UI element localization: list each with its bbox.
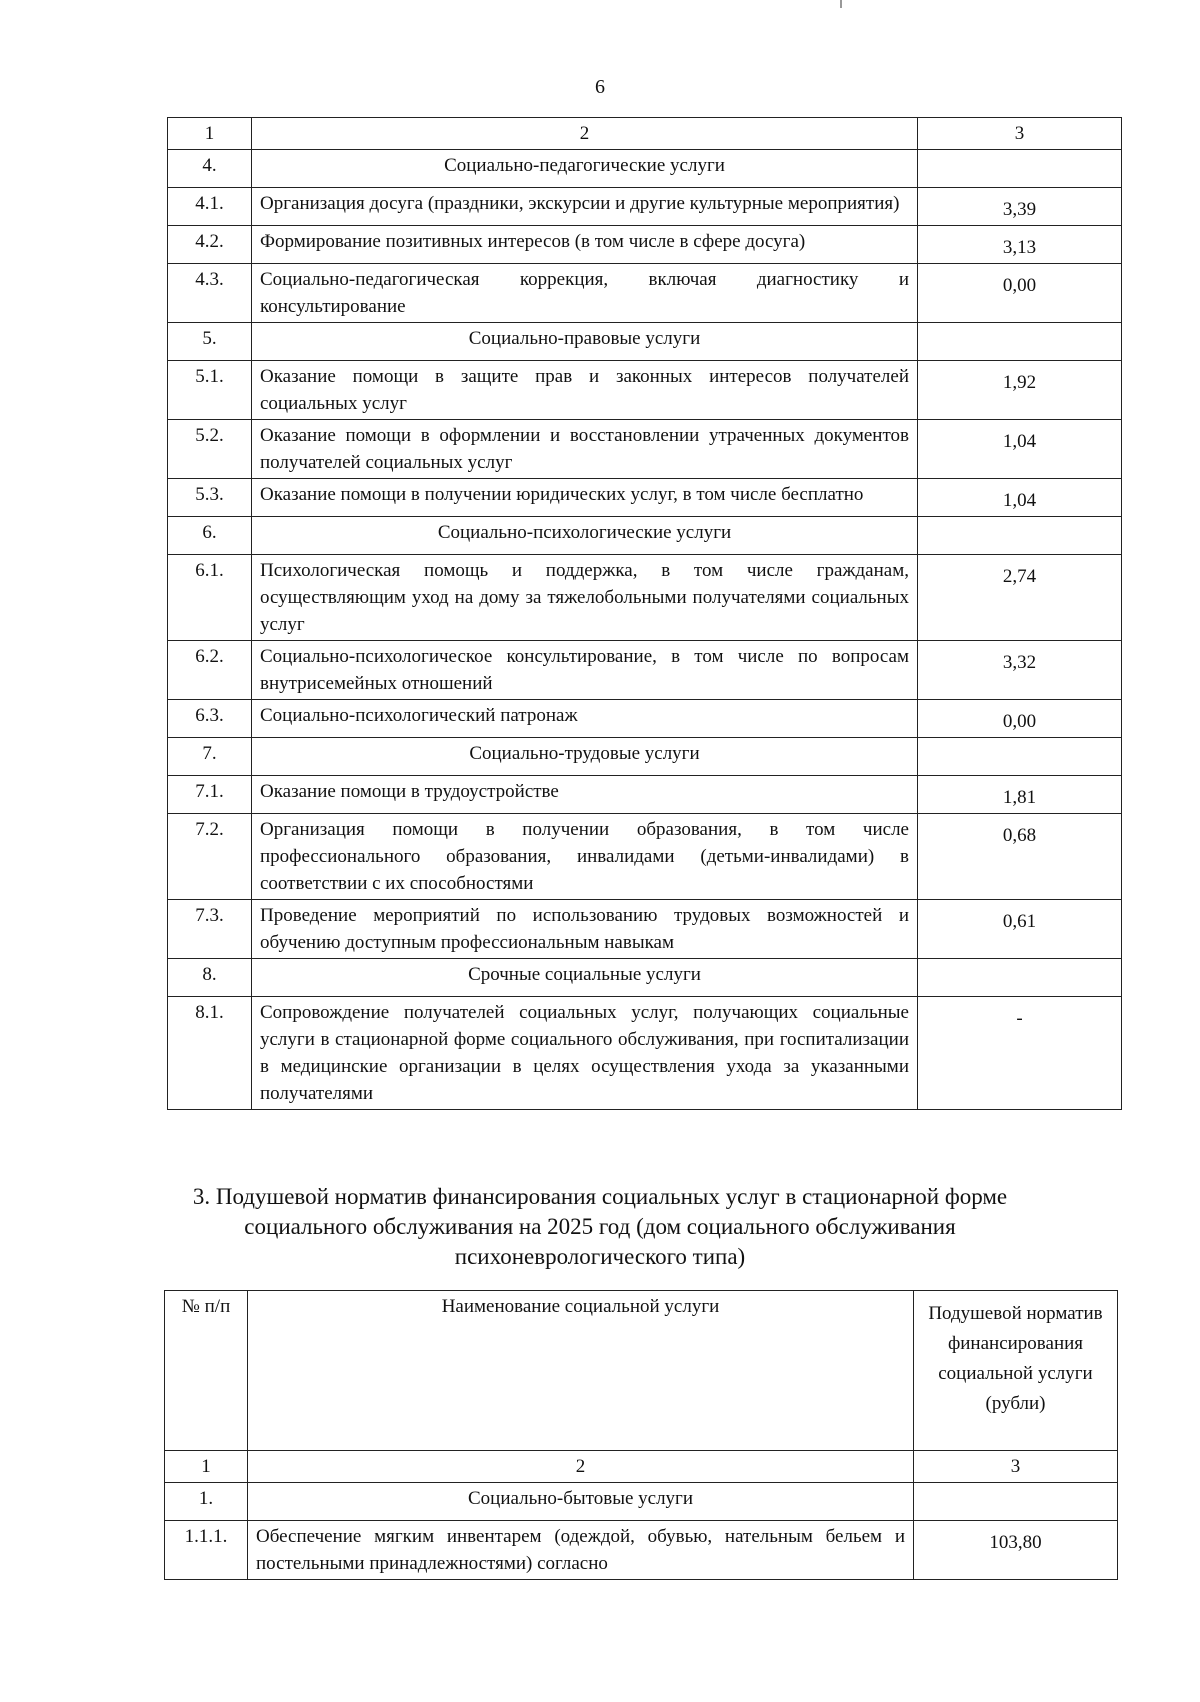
standard-value: 1,04 [918,420,1122,479]
standard-value: 0,00 [918,700,1122,738]
section-title: Срочные социальные услуги [252,959,918,997]
column-number-row [168,118,1122,150]
standard-value: 1,81 [918,776,1122,814]
service-row [168,226,1122,264]
standard-value: 3,32 [918,641,1122,700]
section-row [168,738,1122,776]
row-number: 1.1.1. [165,1521,248,1580]
row-number: 8.1. [168,997,252,1110]
row-number: 4.2. [168,226,252,264]
section-row [168,150,1122,188]
service-name: Оказание помощи в оформлении и восстановлении утраченных документов получателей социальных услуг [252,420,918,479]
row-number: 7. [168,738,252,776]
service-name: Оказание помощи в трудоустройстве [252,776,918,814]
row-number: 5. [168,323,252,361]
standard-value [918,517,1122,555]
service-name: Психологическая помощь и поддержка, в том числе гражданам, осуществляющим уход на дому за тяжелобольными получателями социальных услуг [252,555,918,641]
row-number: 6. [168,517,252,555]
service-name: Формирование позитивных интересов (в том числе в сфере досуга) [252,226,918,264]
standard-value: 0,68 [918,814,1122,900]
per-capita-standards-table [164,1290,1118,1580]
row-number: 4.3. [168,264,252,323]
section-row [165,1483,1118,1521]
service-row [168,997,1122,1110]
service-name: Сопровождение получателей социальных услуг, получающих социальные услуги в стационарной форме социального обслуживания, при госпитализации в медицинские организации в целях осуществления ухода за указанными получателями [252,997,918,1110]
standard-value: 3,39 [918,188,1122,226]
service-row [168,900,1122,959]
service-row [168,776,1122,814]
heading-line: социального обслуживания на 2025 год (дом социального обслуживания [244,1214,956,1239]
page-number: 6 [595,76,605,98]
service-row [168,641,1122,700]
service-name: Оказание помощи в получении юридических услуг, в том числе бесплатно [252,479,918,517]
service-name: Социально-педагогическая коррекция, включая диагностику и консультирование [252,264,918,323]
section-title: Социально-правовые услуги [252,323,918,361]
row-number: 1. [165,1483,248,1521]
col-header-number: № п/п [165,1291,248,1451]
section-row [168,959,1122,997]
service-row [165,1521,1118,1580]
column-number-1: 1 [168,118,252,150]
service-row [168,555,1122,641]
row-number: 6.1. [168,555,252,641]
row-number: 5.3. [168,479,252,517]
service-row [168,700,1122,738]
standard-value: 1,92 [918,361,1122,420]
standard-value: 2,74 [918,555,1122,641]
row-number: 5.2. [168,420,252,479]
standard-value: 0,00 [918,264,1122,323]
service-row [168,814,1122,900]
service-row [168,420,1122,479]
row-number: 7.2. [168,814,252,900]
standard-value: 3,13 [918,226,1122,264]
row-number: 8. [168,959,252,997]
service-name: Социально-психологический патронаж [252,700,918,738]
standard-value [918,738,1122,776]
section-title: Социально-педагогические услуги [252,150,918,188]
row-number: 6.3. [168,700,252,738]
section-title: Социально-психологические услуги [252,517,918,555]
standard-value: 1,04 [918,479,1122,517]
standard-value [914,1483,1118,1521]
service-name: Проведение мероприятий по использованию трудовых возможностей и обучению доступным профессиональным навыкам [252,900,918,959]
row-number: 7.3. [168,900,252,959]
standard-value: - [918,997,1122,1110]
row-number: 4.1. [168,188,252,226]
service-row [168,264,1122,323]
row-number: 6.2. [168,641,252,700]
standard-value: 103,80 [914,1521,1118,1580]
row-number: 5.1. [168,361,252,420]
row-number: 7.1. [168,776,252,814]
column-number-2: 2 [248,1451,914,1483]
col-header-standard: Подушевой норматив финансирования социальной услуги (рубли) [914,1291,1118,1451]
column-number-row [165,1451,1118,1483]
column-header-row [165,1291,1118,1451]
service-name: Обеспечение мягким инвентарем (одеждой, обувью, нательным бельем и постельными принадлежностями) согласно [248,1521,914,1580]
col-header-service-name: Наименование социальной услуги [248,1291,914,1451]
scan-mark [840,0,842,8]
section-3-heading [150,1182,1050,1272]
service-name: Организация досуга (праздники, экскурсии и другие культурные мероприятия) [252,188,918,226]
service-row [168,479,1122,517]
heading-line: 3. Подушевой норматив финансирования социальных услуг в стационарной форме [192,1184,1008,1209]
service-row [168,188,1122,226]
section-row [168,323,1122,361]
service-name: Социально-психологическое консультирование, в том числе по вопросам внутрисемейных отношений [252,641,918,700]
section-title: Социально-трудовые услуги [252,738,918,776]
standard-value [918,959,1122,997]
section-row [168,517,1122,555]
column-number-3: 3 [914,1451,1118,1483]
column-number-1: 1 [165,1451,248,1483]
section-title: Социально-бытовые услуги [248,1483,914,1521]
service-name: Организация помощи в получении образования, в том числе профессионального образования, инвалидами (детьми-инвалидами) в соответствии с их способностями [252,814,918,900]
row-number: 4. [168,150,252,188]
services-table-continued [167,117,1122,1110]
standard-value [918,323,1122,361]
heading-line: психоневрологического типа) [454,1244,746,1269]
service-name: Оказание помощи в защите прав и законных интересов получателей социальных услуг [252,361,918,420]
standard-value [918,150,1122,188]
column-number-3: 3 [918,118,1122,150]
service-row [168,361,1122,420]
column-number-2: 2 [252,118,918,150]
standard-value: 0,61 [918,900,1122,959]
